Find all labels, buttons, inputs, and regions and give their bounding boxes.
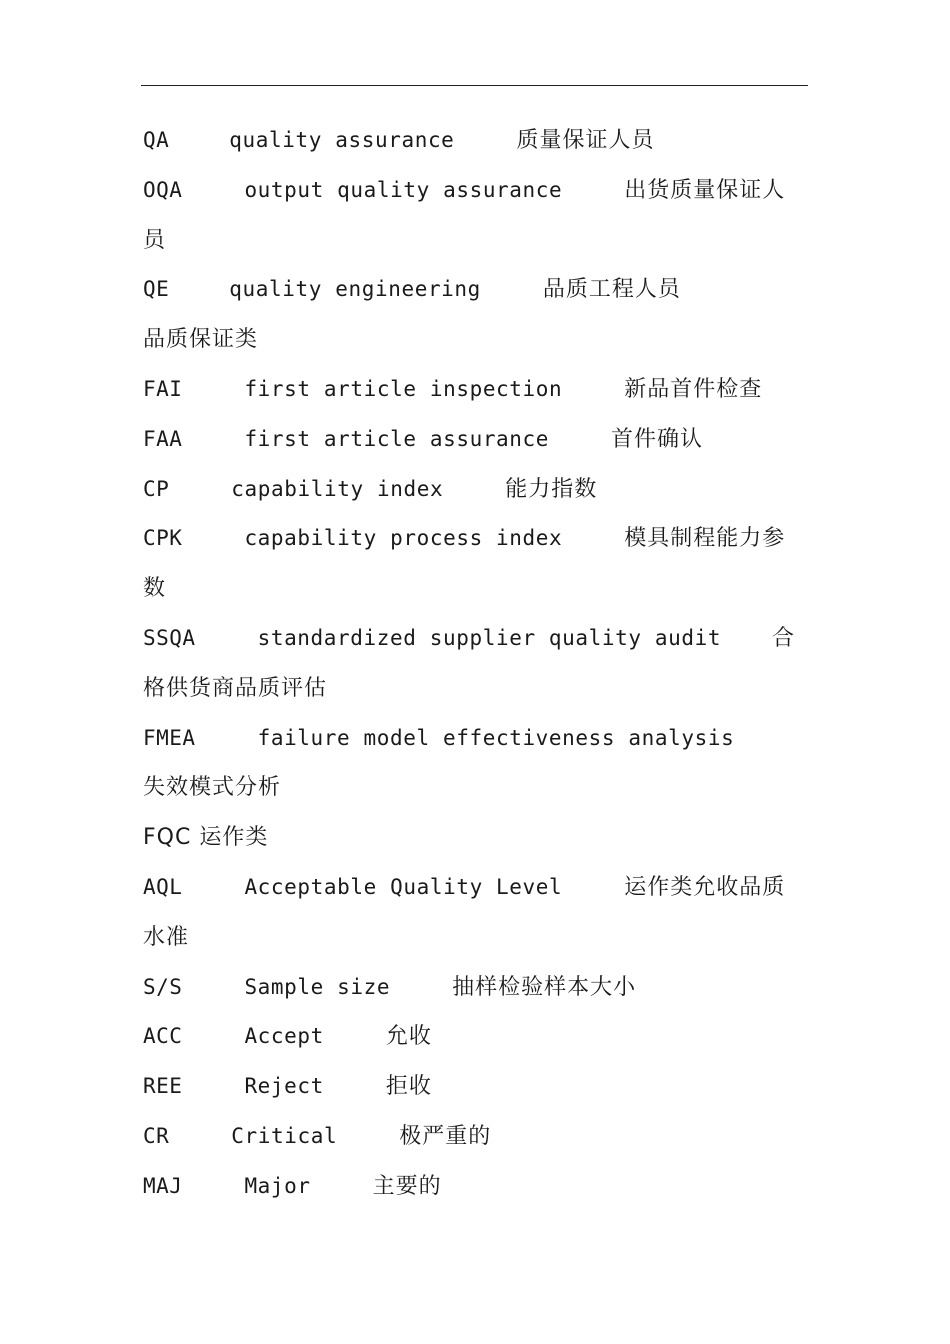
glossary-list xyxy=(143,116,809,1212)
entry-abbr: FAI xyxy=(143,376,183,401)
glossary-entry-aql-cont xyxy=(143,913,809,963)
glossary-entry-faa xyxy=(143,415,809,465)
glossary-entry-qe xyxy=(143,265,809,315)
glossary-entry-cp xyxy=(143,465,809,515)
entry-abbr: FMEA xyxy=(143,725,196,750)
entry-chinese: 合 xyxy=(771,625,795,651)
glossary-entry-oqa xyxy=(143,166,809,216)
entry-english: first article assurance xyxy=(244,426,550,451)
entry-english: failure model effectiveness analysis xyxy=(257,725,735,750)
entry-english: Major xyxy=(244,1173,311,1198)
entry-chinese: 能力指数 xyxy=(505,476,598,502)
glossary-entry-cr xyxy=(143,1112,809,1162)
entry-english: Acceptable Quality Level xyxy=(244,874,563,899)
entry-english: Accept xyxy=(244,1024,324,1049)
glossary-entry-fai xyxy=(143,365,809,415)
entry-chinese: 模具制程能力参 xyxy=(624,526,786,552)
entry-abbr: MAJ xyxy=(143,1173,183,1198)
entry-abbr: QE xyxy=(143,277,170,302)
entry-chinese: 极严重的 xyxy=(399,1123,492,1149)
entry-english: first article inspection xyxy=(244,376,563,401)
entry-chinese: 主要的 xyxy=(372,1173,442,1199)
entry-chinese: 运作类允收品质 xyxy=(624,874,786,900)
glossary-entry-cpk xyxy=(143,514,809,564)
entry-chinese-continued: 水准 xyxy=(143,924,190,950)
entry-english: Critical xyxy=(231,1123,338,1148)
glossary-entry-maj xyxy=(143,1162,809,1212)
document-page xyxy=(143,0,809,1344)
glossary-entry-aql xyxy=(143,863,809,913)
entry-chinese: 品质工程人员 xyxy=(542,277,681,303)
glossary-entry-qa xyxy=(143,116,809,166)
entry-english: quality assurance xyxy=(229,128,455,152)
entry-abbr: FAA xyxy=(143,426,183,451)
entry-abbr: AQL xyxy=(143,874,183,899)
entry-english: standardized supplier quality audit xyxy=(257,625,722,650)
glossary-entry-fmea-cont xyxy=(143,763,809,813)
glossary-entry-cpk-cont xyxy=(143,564,809,614)
entry-abbr: CPK xyxy=(143,526,183,551)
entry-abbr: ACC xyxy=(143,1024,183,1049)
glossary-entry-oqa-cont xyxy=(143,216,809,266)
entry-chinese: 出货质量保证人 xyxy=(624,177,786,203)
glossary-entry-ss xyxy=(143,963,809,1013)
entry-english: quality engineering xyxy=(229,277,481,302)
entry-abbr: S/S xyxy=(143,974,183,999)
entry-abbr: REE xyxy=(143,1074,183,1099)
glossary-entry-acc xyxy=(143,1012,809,1062)
entry-chinese: 质量保证人员 xyxy=(516,128,655,153)
entry-english: Reject xyxy=(244,1074,324,1099)
entry-chinese: 抽样检验样本大小 xyxy=(452,974,637,1000)
entry-english: output quality assurance xyxy=(244,177,563,202)
entry-chinese: 拒收 xyxy=(385,1074,432,1100)
entry-chinese-continued: 员 xyxy=(143,227,167,253)
entry-abbr: OQA xyxy=(143,177,183,202)
entry-english: capability index xyxy=(231,476,444,501)
entry-abbr: CR xyxy=(143,1123,170,1148)
entry-chinese: 首件确认 xyxy=(611,426,704,452)
entry-chinese: 允收 xyxy=(385,1024,432,1050)
entry-chinese-continued: 数 xyxy=(143,576,167,602)
glossary-entry-ssqa-cont xyxy=(143,664,809,714)
entry-abbr: SSQA xyxy=(143,625,196,650)
entry-chinese-continued: 失效模式分析 xyxy=(143,775,282,801)
entry-chinese: 新品首件检查 xyxy=(624,376,763,402)
entry-english: capability process index xyxy=(244,526,563,551)
glossary-entry-ree xyxy=(143,1062,809,1112)
entry-english: Sample size xyxy=(244,974,391,999)
section-heading-fqc: FQC 运作类 xyxy=(143,825,269,851)
entry-abbr: QA xyxy=(143,128,170,152)
entry-chinese-continued: 格供货商品质评估 xyxy=(143,675,328,701)
header-rule xyxy=(141,85,808,86)
section-heading-quality-assurance: 品质保证类 xyxy=(143,327,259,353)
glossary-entry-ssqa xyxy=(143,614,809,664)
entry-abbr: CP xyxy=(143,476,170,501)
glossary-entry-fmea xyxy=(143,714,809,764)
